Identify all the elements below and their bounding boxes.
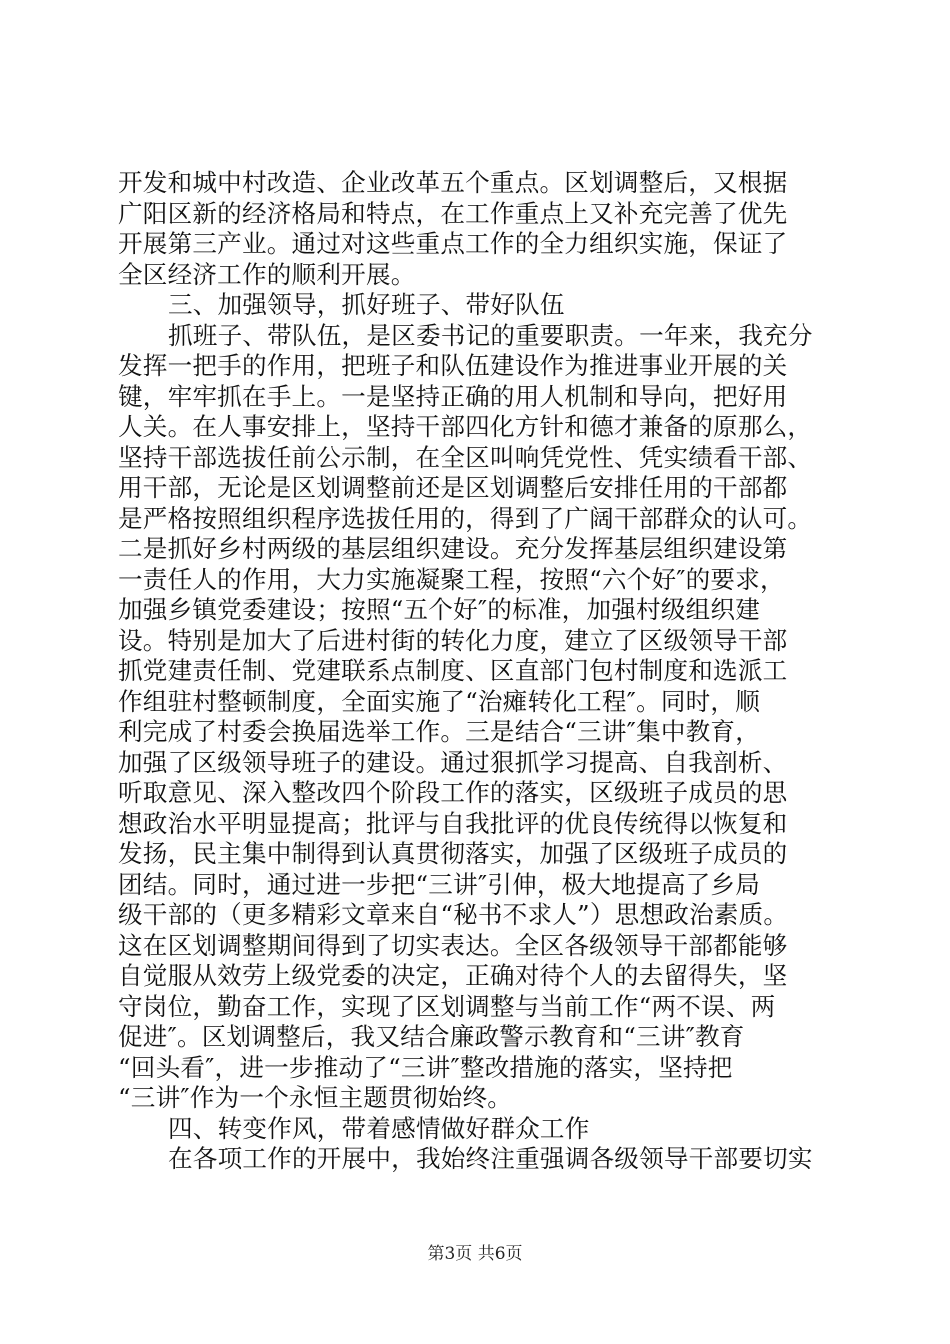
- text-line: 自觉服从效劳上级党委的决定，正确对待个人的去留得失，坚: [118, 961, 788, 990]
- section-heading: 四、转变作风，带着感情做好群众工作: [168, 1113, 590, 1143]
- text-line: 想政治水平明显提高；批评与自我批评的优良传统得以恢复和: [118, 808, 788, 838]
- section-heading: 三、加强领导，抓好班子、带好队伍: [168, 290, 565, 319]
- text-line: 级干部的（更多精彩文章来自“秘书不求人”）思想政治素质。: [118, 900, 789, 929]
- text-line: 发挥一把手的作用，把班子和队伍建设作为推进事业开展的关: [118, 351, 788, 380]
- body-text: [118, 168, 838, 1175]
- text-line: 设。特别是加大了后进村街的转化力度，建立了区级领导干部: [118, 625, 788, 655]
- text-line: 全区经济工作的顺利开展。: [118, 259, 416, 289]
- text-line: 开展第三产业。通过对这些重点工作的全力组织实施，保证了: [118, 229, 788, 258]
- text-line: 抓党建责任制、党建联系点制度、区直部门包村制度和选派工: [118, 656, 788, 685]
- text-line: 听取意见、深入整改四个阶段工作的落实，区级班子成员的思: [118, 778, 788, 807]
- text-line: 守岗位，勤奋工作，实现了区划调整与当前工作“两不误、两: [118, 991, 776, 1021]
- text-line: 促进″。区划调整后，我又结合廉政警示教育和“三讲″教育: [118, 1022, 745, 1051]
- text-line: 在各项工作的开展中，我始终注重强调各级领导干部要切实: [168, 1144, 813, 1173]
- text-line: 是严格按照组织程序选拔任用的，得到了广阔干部群众的认可。: [118, 503, 813, 533]
- text-line: 利完成了村委会换届选举工作。三是结合“三讲″集中教育，: [118, 717, 761, 746]
- text-line: 加强了区级领导班子的建设。通过狠抓学习提高、自我剖析、: [118, 747, 788, 777]
- text-line: 这在区划调整期间得到了切实表达。全区各级领导干部都能够: [118, 930, 788, 960]
- text-line: 人关。在人事安排上，坚持干部四化方针和德才兼备的原那么，: [118, 412, 813, 441]
- text-line: 一责任人的作用，大力实施凝聚工程，按照“六个好″的要求，: [118, 564, 785, 594]
- text-line: 作组驻村整顿制度，全面实施了“治瘫转化工程″。同时，顺: [118, 686, 761, 716]
- text-line: 坚持干部选拔任前公示制，在全区叫响凭党性、凭实绩看干部、: [118, 442, 813, 472]
- text-line: 键，牢牢抓在手上。一是坚持正确的用人机制和导向，把好用: [118, 381, 788, 411]
- text-line: “回头看″，进一步推动了“三讲″整改措施的落实，坚持把: [118, 1052, 733, 1082]
- text-line: 团结。同时，通过进一步把“三讲″引伸，极大地提高了乡局: [118, 869, 761, 899]
- text-line: 二是抓好乡村两级的基层组织建设。充分发挥基层组织建设第: [118, 534, 788, 563]
- text-line: 发扬，民主集中制得到认真贯彻落实，加强了区级班子成员的: [118, 839, 788, 868]
- text-line: 加强乡镇党委建设；按照“五个好″的标准，加强村级组织建: [118, 595, 761, 624]
- page-number-footer: 第3页 共6页: [427, 1244, 523, 1264]
- text-line: 广阳区新的经济格局和特点，在工作重点上又补充完善了优先: [118, 198, 788, 228]
- text-line: 抓班子、带队伍，是区委书记的重要职责。一年来，我充分: [168, 320, 813, 350]
- text-line: “三讲″作为一个永恒主题贯彻始终。: [118, 1083, 513, 1112]
- text-line: 开发和城中村改造、企业改革五个重点。区划调整后，又根据: [118, 168, 788, 197]
- text-line: 用干部，无论是区划调整前还是区划调整后安排任用的干部都: [118, 473, 788, 502]
